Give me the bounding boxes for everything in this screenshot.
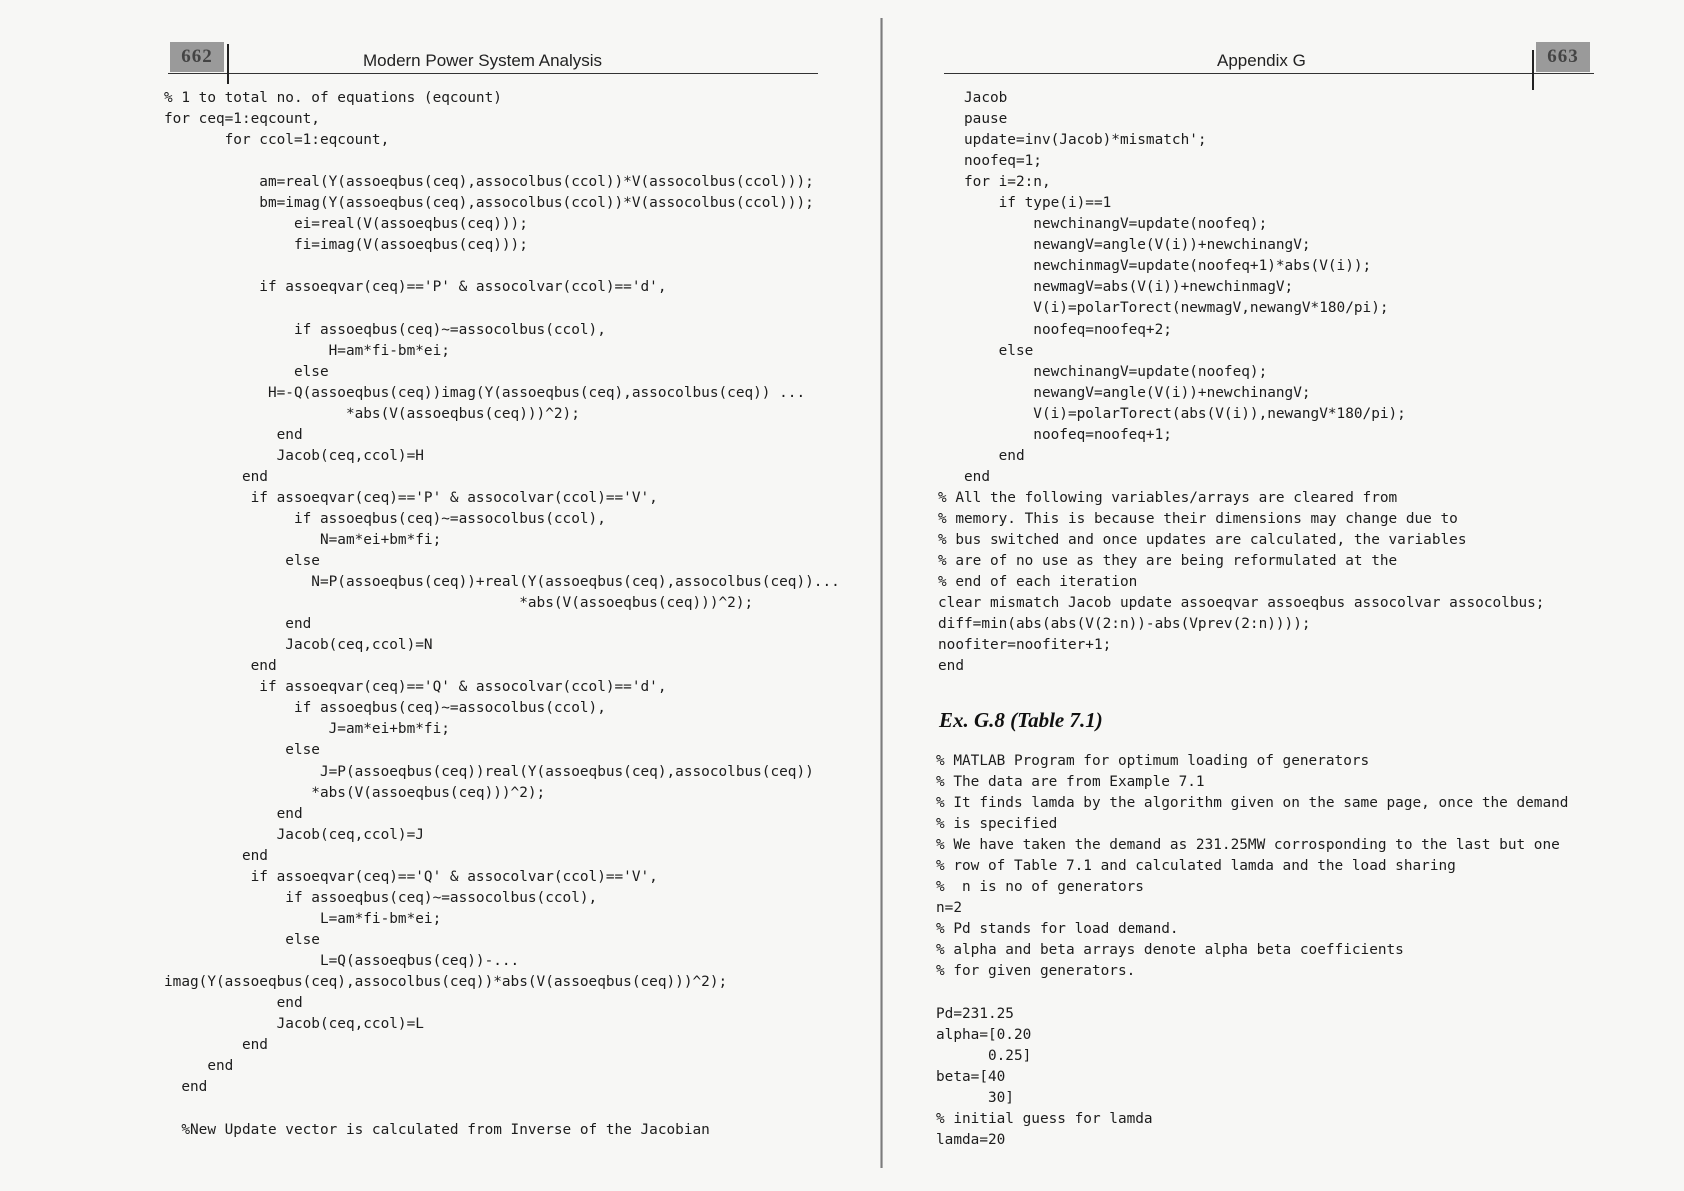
left-header-tick: [227, 44, 229, 84]
book-gutter: [880, 18, 883, 1168]
right-running-header: [944, 46, 1594, 74]
example-code-listing: % MATLAB Program for optimum loading of generators % The data are from Example 7.1 % It finds lamda by the algorithm given on the same page, once the demand % is specified % We have taken the demand as 231.25MW corrosponding to the last but one % row of Table 7.1 and calculated lamda and the load sharing % n is no of generators n=2 % Pd stands for load demand. % alpha and beta arrays denote alpha beta coefficients % for given generators. Pd=231.25 alpha=[0.20 0.25] beta=[40 30] % initial guess for lamda lamda=20: [936, 753, 1569, 1148]
left-page-number: 662: [170, 42, 224, 72]
left-code-comment: %New Update vector is calculated from Inverse of the Jacobian: [164, 1122, 710, 1138]
left-code-listing: % 1 to total no. of equations (eqcount) for ceq=1:eqcount, for ccol=1:eqcount, am=real(Y(assoeqbus(ceq),assocolbus(ccol))*V(assocolbus(ccol))); bm=imag(Y(assoeqbus(ceq),assocolbus(ccol))*V(assocolbus(ccol))); ei=real(V(assoeqbus(ceq))); fi=imag(V(assoeqbus(ceq))); if assoeqvar(ceq)=='P' & assocolvar(ccol)=='d', if assoeqbus(ceq)~=assocolbus(ccol), H=am*fi-bm*ei; else H=-Q(assoeqbus(ceq))imag(Y(assoeqbus(ceq),assocolbus(ceq)) ... *abs(V(assoeqbus(ceq)))^2); end Jacob(ceq,ccol)=H end if assoeqvar(ceq)=='P' & assocolvar(ccol)=='V', if assoeqbus(ceq)~=assocolbus(ccol), N=am*ei+bm*fi; else N=P(assoeqbus(ceq))+real(Y(assoeqbus(ceq),assocolbus(ceq))... *abs(V(assoeqbus(ceq)))^2); end Jacob(ceq,ccol)=N end if assoeqvar(ceq)=='Q' & assocolvar(ccol)=='d', if assoeqbus(ceq)~=assocolbus(ccol), J=am*ei+bm*fi; else J=P(assoeqbus(ceq))real(Y(assoeqbus(ceq),assocolbus(ceq)) *abs(V(assoeqbus(ceq)))^2); end Jacob(ceq,ccol)=J end if assoeqvar(ceq)=='Q' & assocolvar(ccol)=='V', if assoeqbus(ceq)~=assocolbus(ccol), L=am*fi-bm*ei; else L=Q(assoeqbus(ceq))-... imag(Y(assoeqbus(ceq),assocolbus(ceq))*abs(V(assoeqbus(ceq)))^2); end Jacob(ceq,ccol)=L end end end: [164, 90, 840, 1096]
left-running-header: [168, 46, 818, 74]
left-running-title: Modern Power System Analysis: [363, 51, 603, 70]
right-page: [884, 0, 1684, 1191]
right-code-listing: Jacob pause update=inv(Jacob)*mismatch'; noofeq=1; for i=2:n, if type(i)==1 newchinangV=update(noofeq); newangV=angle(V(i))+newchinangV; newchinmagV=update(noofeq+1)*abs(V(i)); newmagV=abs(V(i))+newchinmagV; V(i)=polarTorect(newmagV,newangV*180/pi); noofeq=noofeq+2; else newchinangV=update(noofeq); newangV=angle(V(i))+newchinangV; V(i)=polarTorect(abs(V(i)),newangV*180/pi); noofeq=noofeq+1; end end % All the following variables/arrays are cleared from % memory. This is because their dimensions may change due to % bus switched and once updates are calculated, the variables % are of no use as they are being reformulated at the % end of each iteration clear mismatch Jacob update assoeqvar assoeqbus assocolvar assocolbus; diff=min(abs(abs(V(2:n))-abs(Vprev(2:n)))); noofiter=noofiter+1; end: [938, 90, 1545, 675]
right-header-rule: [944, 73, 1594, 74]
left-header-rule: [168, 73, 818, 74]
right-page-number: 663: [1536, 42, 1590, 72]
right-running-title: Appendix G: [1217, 51, 1306, 70]
right-header-tick: [1532, 50, 1534, 90]
example-heading: Ex. G.8 (Table 7.1): [939, 708, 1103, 732]
